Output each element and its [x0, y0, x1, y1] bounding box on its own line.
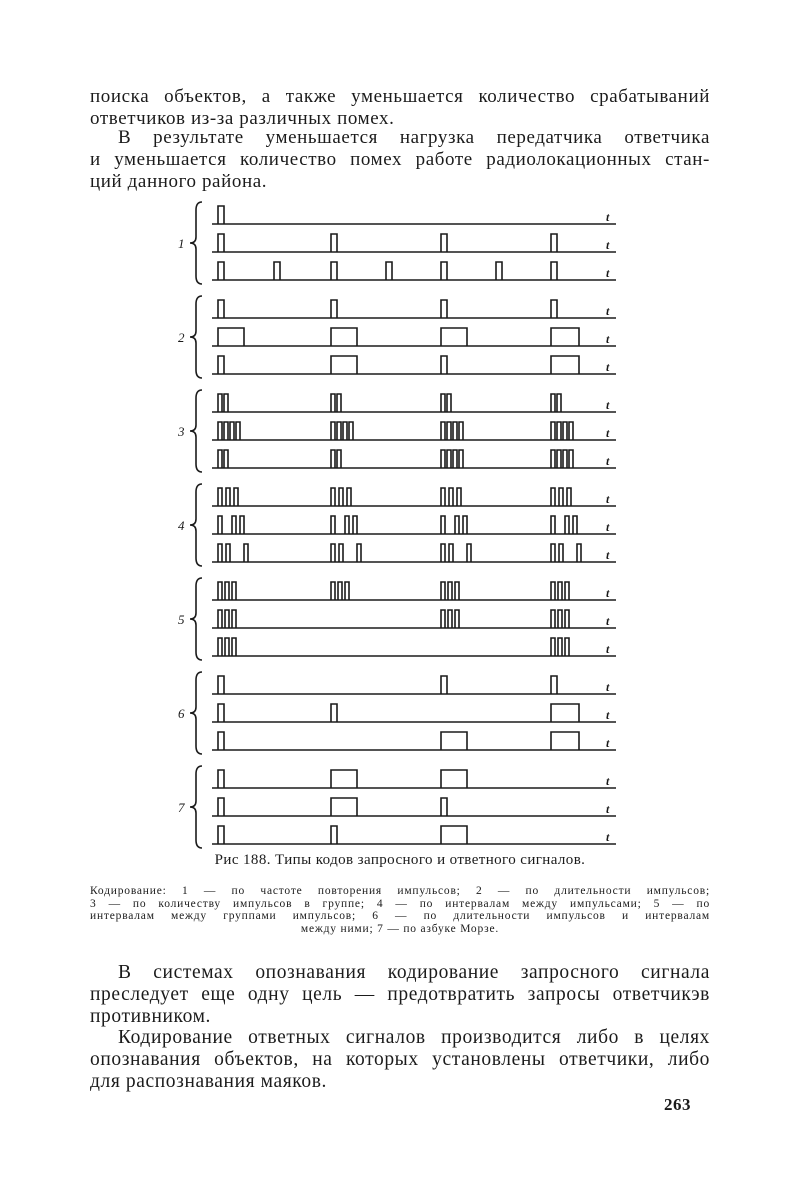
pulse: [386, 262, 392, 280]
text-line: противником.: [90, 1006, 211, 1027]
pulse: [569, 422, 573, 440]
pulse: [441, 300, 447, 318]
pulse: [551, 544, 555, 562]
axis-t-label: t: [606, 210, 610, 224]
pulse: [357, 544, 361, 562]
legend-line: интервалам между группами импульсов; 6 — по длительности импульсов и интервалам: [90, 910, 710, 922]
axis-t-label: t: [606, 830, 610, 844]
group-label: 4: [178, 518, 185, 533]
pulse: [463, 516, 467, 534]
pulse: [218, 488, 222, 506]
pulse: [232, 516, 236, 534]
pulse: [218, 544, 222, 562]
pulse: [551, 488, 555, 506]
pulse: [218, 732, 224, 750]
group-brace: [190, 672, 202, 754]
text-line: для распознавания маяков.: [90, 1071, 328, 1092]
text-line: преследует еще одну цель — предотвратить запросы ответчикэв: [90, 984, 710, 1005]
pulse: [551, 394, 555, 412]
pulse: [448, 610, 452, 628]
pulse: [459, 450, 463, 468]
pulse: [459, 422, 463, 440]
pulse: [551, 582, 555, 600]
pulse: [551, 704, 579, 722]
legend-line: 3 — по количеству импульсов в группе; 4 — по интервалам между импульсами; 5 — по: [90, 897, 710, 910]
pulse: [225, 638, 229, 656]
pulse: [441, 516, 445, 534]
pulse: [441, 488, 445, 506]
pulse: [232, 610, 236, 628]
figure-caption: Рис 188. Типы кодов запросного и ответного сигналов.: [214, 852, 586, 868]
group-label: 3: [178, 424, 185, 439]
pulse: [467, 544, 471, 562]
pulse: [558, 638, 562, 656]
pulse: [331, 826, 337, 844]
pulse: [226, 488, 230, 506]
pulse: [337, 422, 341, 440]
pulse: [565, 638, 569, 656]
pulse: [551, 676, 557, 694]
pulse: [337, 450, 341, 468]
pulse: [449, 544, 453, 562]
pulse: [226, 544, 230, 562]
pulse: [218, 394, 222, 412]
pulse: [331, 234, 337, 252]
pulse-code-figure: [160, 196, 630, 844]
pulse: [224, 422, 228, 440]
pulse: [218, 422, 222, 440]
pulse: [230, 422, 234, 440]
pulse: [345, 516, 349, 534]
pulse: [551, 234, 557, 252]
pulse: [218, 450, 222, 468]
pulse: [455, 516, 459, 534]
pulse: [232, 582, 236, 600]
group-brace: [190, 484, 202, 566]
group-label: 6: [178, 706, 185, 721]
paragraph-3: [90, 962, 710, 1028]
axis-t-label: t: [606, 708, 610, 722]
pulse: [558, 610, 562, 628]
pulse: [565, 582, 569, 600]
pulse: [234, 488, 238, 506]
pulse: [337, 394, 341, 412]
axis-t-label: t: [606, 586, 610, 600]
pulse: [218, 262, 224, 280]
pulse: [567, 488, 571, 506]
pulse: [218, 770, 224, 788]
pulse: [236, 422, 240, 440]
pulse: [338, 582, 342, 600]
figure-legend: [90, 885, 710, 935]
pulse: [218, 356, 224, 374]
pulse: [441, 676, 447, 694]
pulse: [343, 422, 347, 440]
group-label: 1: [178, 236, 185, 251]
pulse: [331, 488, 335, 506]
pulse: [218, 826, 224, 844]
pulse: [331, 328, 357, 346]
pulse: [331, 704, 337, 722]
pulse: [441, 770, 467, 788]
group-label: 2: [178, 330, 185, 345]
pulse: [225, 610, 229, 628]
pulse: [345, 582, 349, 600]
group-brace: [190, 296, 202, 378]
pulse: [453, 450, 457, 468]
pulse: [559, 544, 563, 562]
pulse: [224, 394, 228, 412]
pulse: [331, 356, 357, 374]
text-line: В системах опознавания кодирование запросного сигнала: [118, 962, 710, 983]
axis-t-label: t: [606, 736, 610, 750]
pulse: [240, 516, 244, 534]
paragraph-4: [90, 1027, 710, 1093]
axis-t-label: t: [606, 492, 610, 506]
pulse: [557, 450, 561, 468]
pulse: [551, 610, 555, 628]
text-line: опознавания объектов, на которых установлены ответчики, либо: [90, 1049, 710, 1070]
pulse: [339, 488, 343, 506]
page-number: 263: [664, 1095, 691, 1114]
pulse: [441, 234, 447, 252]
pulse: [331, 450, 335, 468]
pulse: [441, 610, 445, 628]
pulse: [218, 206, 224, 224]
pulse: [448, 582, 452, 600]
pulse: [455, 610, 459, 628]
pulse: [557, 422, 561, 440]
pulse: [349, 422, 353, 440]
legend-line: между ними; 7 — по азбуке Морзе.: [300, 922, 500, 935]
text-line: В результате уменьшается нагрузка передатчика ответчика: [118, 127, 710, 148]
axis-t-label: t: [606, 454, 610, 468]
pulse: [447, 450, 451, 468]
axis-t-label: t: [606, 360, 610, 374]
pulse: [441, 394, 445, 412]
axis-t-label: t: [606, 304, 610, 318]
pulse: [563, 450, 567, 468]
pulse: [455, 582, 459, 600]
pulse: [453, 422, 457, 440]
group-brace: [190, 202, 202, 284]
axis-t-label: t: [606, 520, 610, 534]
pulse: [441, 328, 467, 346]
pulse: [441, 356, 447, 374]
pulse: [218, 328, 244, 346]
axis-t-label: t: [606, 802, 610, 816]
pulse: [331, 422, 335, 440]
text-line: ответчиков из-за различных помех.: [90, 108, 395, 129]
group-label: 5: [178, 612, 185, 627]
pulse: [331, 516, 335, 534]
pulse: [441, 422, 445, 440]
pulse: [449, 488, 453, 506]
pulse: [441, 798, 447, 816]
pulse: [447, 394, 451, 412]
pulse: [559, 488, 563, 506]
pulse: [244, 544, 248, 562]
pulse: [551, 450, 555, 468]
pulse: [331, 300, 337, 318]
pulse: [457, 488, 461, 506]
paragraph-2: [90, 127, 710, 193]
pulse: [331, 544, 335, 562]
pulse: [563, 422, 567, 440]
pulse: [565, 610, 569, 628]
pulse: [441, 262, 447, 280]
pulse: [225, 582, 229, 600]
axis-t-label: t: [606, 426, 610, 440]
pulse: [347, 488, 351, 506]
pulse: [447, 422, 451, 440]
axis-t-label: t: [606, 548, 610, 562]
group-brace: [190, 390, 202, 472]
pulse: [331, 582, 335, 600]
axis-t-label: t: [606, 332, 610, 346]
paragraph-1: [90, 86, 710, 130]
pulse: [218, 704, 224, 722]
pulse: [218, 798, 224, 816]
pulse: [551, 422, 555, 440]
axis-t-label: t: [606, 774, 610, 788]
pulse: [218, 676, 224, 694]
legend-line: Кодирование: 1 — по частоте повторения импульсов; 2 — по длительности импульсов;: [90, 885, 710, 897]
pulse: [551, 300, 557, 318]
pulse: [573, 516, 577, 534]
axis-t-label: t: [606, 266, 610, 280]
pulse: [441, 544, 445, 562]
pulse: [565, 516, 569, 534]
pulse: [551, 638, 555, 656]
pulse: [441, 732, 467, 750]
pulse: [331, 770, 357, 788]
pulse: [353, 516, 357, 534]
pulse: [218, 638, 222, 656]
axis-t-label: t: [606, 680, 610, 694]
group-brace: [190, 766, 202, 848]
axis-t-label: t: [606, 398, 610, 412]
pulse: [551, 516, 555, 534]
pulse: [569, 450, 573, 468]
text-line: Кодирование ответных сигналов производится либо в целях: [118, 1027, 710, 1048]
pulse: [441, 826, 467, 844]
pulse: [274, 262, 280, 280]
axis-t-label: t: [606, 238, 610, 252]
pulse: [577, 544, 581, 562]
text-line: поиска объектов, а также уменьшается количество срабатываний: [90, 86, 710, 107]
pulse: [218, 610, 222, 628]
pulse: [232, 638, 236, 656]
group-label: 7: [178, 800, 185, 815]
pulse-diagram: [160, 196, 630, 844]
pulse: [218, 516, 222, 534]
pulse: [339, 544, 343, 562]
pulse: [218, 234, 224, 252]
text-line: и уменьшается количество помех работе радиолокационных стан-: [90, 149, 710, 170]
pulse: [218, 582, 222, 600]
pulse: [551, 262, 557, 280]
pulse: [496, 262, 502, 280]
pulse: [551, 732, 579, 750]
pulse: [441, 582, 445, 600]
axis-t-label: t: [606, 614, 610, 628]
pulse: [551, 328, 579, 346]
axis-t-label: t: [606, 642, 610, 656]
pulse: [551, 356, 579, 374]
pulse: [557, 394, 561, 412]
pulse: [331, 798, 357, 816]
text-line: ций данного района.: [90, 171, 268, 192]
pulse: [441, 450, 445, 468]
group-brace: [190, 578, 202, 660]
pulse: [224, 450, 228, 468]
pulse: [331, 394, 335, 412]
pulse: [558, 582, 562, 600]
pulse: [331, 262, 337, 280]
pulse: [218, 300, 224, 318]
